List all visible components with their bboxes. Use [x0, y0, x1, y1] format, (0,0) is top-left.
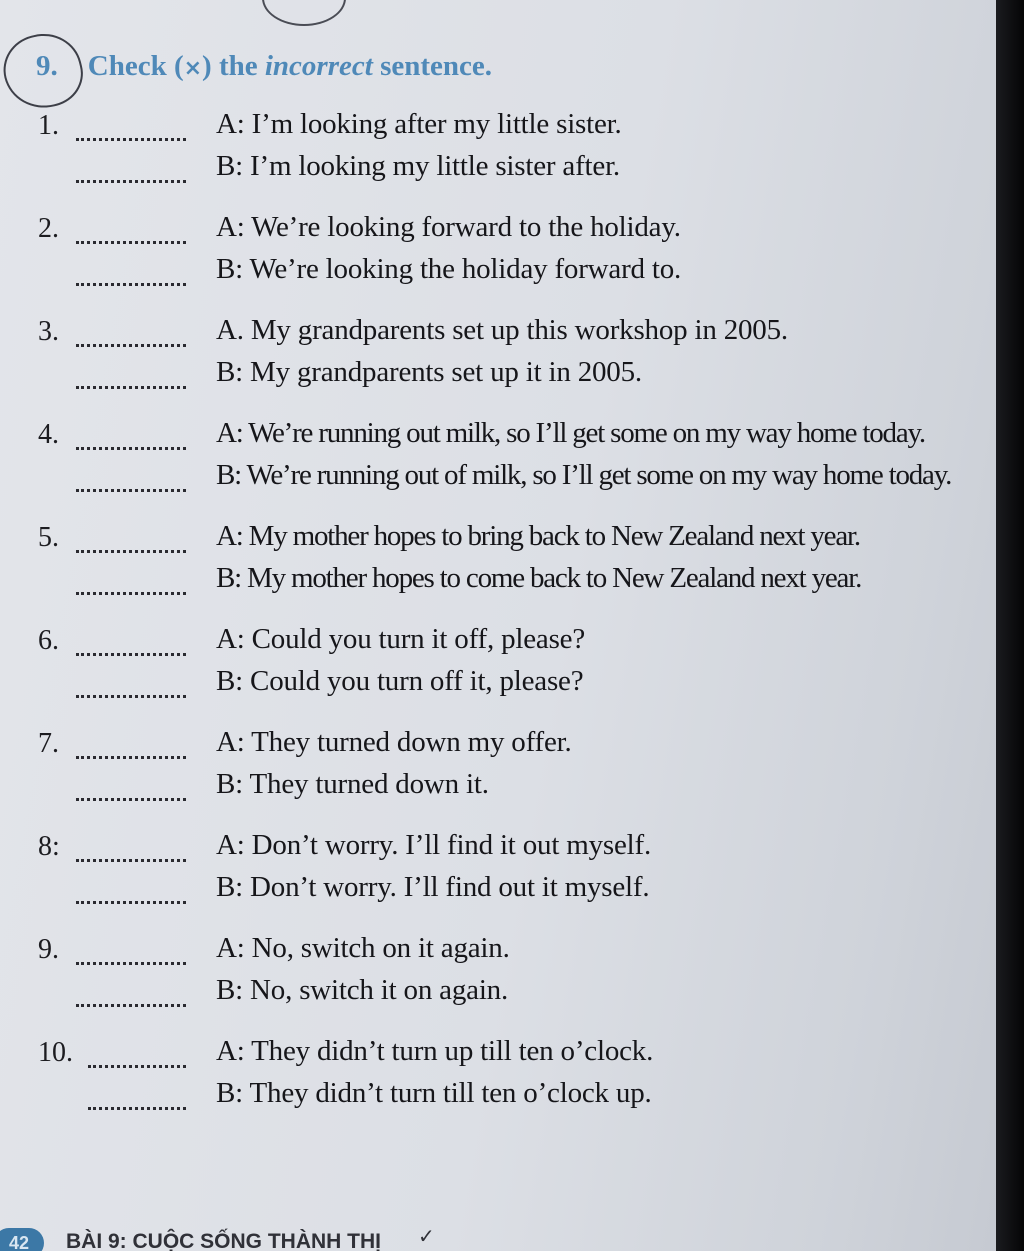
answer-blank[interactable]: [76, 580, 186, 595]
item-line-b: [0, 768, 996, 808]
item-line-a: [0, 520, 996, 560]
item-line-a: [0, 417, 996, 457]
item-number: 10.: [38, 1037, 73, 1068]
exercise-item-2: [0, 211, 996, 314]
item-number: 4.: [38, 419, 59, 450]
sentence-a: A: We’re running out milk, so I’ll get some on my way home today.: [216, 417, 925, 449]
answer-blank[interactable]: [76, 992, 186, 1007]
page-number-badge: 42: [0, 1228, 44, 1251]
pen-stroke-mark: [262, 0, 346, 26]
heading-text-middle: ) the: [202, 50, 265, 82]
sentence-a: A: We’re looking forward to the holiday.: [216, 211, 681, 243]
item-number: 6.: [38, 625, 59, 656]
answer-blank[interactable]: [76, 538, 186, 553]
exercise-item-1: [0, 108, 996, 211]
item-number: 3.: [38, 316, 59, 347]
sentence-a: A: They didn’t turn up till ten o’clock.: [216, 1035, 654, 1067]
handwritten-tick-icon: ✓: [418, 1226, 435, 1248]
page-edge-shadow: [996, 0, 1024, 1251]
answer-blank[interactable]: [76, 435, 186, 450]
item-line-b: [0, 459, 996, 499]
heading-italic-word: incorrect: [264, 50, 373, 82]
answer-blank[interactable]: [76, 271, 186, 286]
exercise-heading: [36, 50, 492, 83]
exercise-item-9: [0, 932, 996, 1035]
sentence-a: A: My mother hopes to bring back to New Zealand next year.: [216, 520, 860, 552]
exercise-item-6: [0, 623, 996, 726]
answer-blank[interactable]: [76, 889, 186, 904]
answer-blank[interactable]: [76, 786, 186, 801]
item-number: 5.: [38, 522, 59, 553]
item-line-b: [0, 665, 996, 705]
sentence-b: B: We’re running out of milk, so I’ll get some on my way home today.: [216, 459, 952, 491]
item-line-a: [0, 829, 996, 869]
item-line-a: [0, 1035, 996, 1075]
heading-text-end: sentence.: [372, 50, 492, 82]
exercise-items: [0, 108, 996, 1138]
item-line-a: [0, 314, 996, 354]
cross-mark-icon: ×: [183, 56, 203, 81]
item-number: 9.: [38, 934, 59, 965]
item-number: 1.: [38, 110, 59, 141]
item-line-b: [0, 253, 996, 293]
sentence-b: B: I’m looking my little sister after.: [216, 150, 620, 182]
answer-blank[interactable]: [76, 374, 186, 389]
sentence-a: A. My grandparents set up this workshop in 2005.: [216, 314, 788, 346]
unit-title: BÀI 9: CUỘC SỐNG THÀNH THỊ: [66, 1230, 381, 1251]
answer-blank[interactable]: [76, 168, 186, 183]
sentence-a: A: No, switch on it again.: [216, 932, 510, 964]
sentence-b: B: We’re looking the holiday forward to.: [216, 253, 682, 285]
sentence-b: B: They didn’t turn till ten o’clock up.: [216, 1077, 652, 1109]
item-line-b: [0, 1077, 996, 1117]
exercise-item-5: [0, 520, 996, 623]
page-footer: [0, 1222, 996, 1251]
sentence-a: A: I’m looking after my little sister.: [216, 108, 622, 140]
item-line-a: [0, 932, 996, 972]
answer-blank[interactable]: [76, 683, 186, 698]
answer-blank[interactable]: [76, 332, 186, 347]
sentence-a: A: Could you turn it off, please?: [216, 623, 585, 655]
item-line-b: [0, 871, 996, 911]
answer-blank[interactable]: [76, 744, 186, 759]
item-number: 8:: [38, 831, 60, 862]
exercise-item-10: [0, 1035, 996, 1138]
sentence-a: A: Don’t worry. I’ll find it out myself.: [216, 829, 652, 861]
item-line-a: [0, 623, 996, 663]
sentence-b: B: Don’t worry. I’ll find out it myself.: [216, 871, 650, 903]
sentence-b: B: No, switch it on again.: [216, 974, 509, 1006]
sentence-b: B: My grandparents set up it in 2005.: [216, 356, 642, 388]
exercise-item-3: [0, 314, 996, 417]
sentence-b: B: They turned down it.: [216, 768, 489, 800]
item-line-b: [0, 974, 996, 1014]
answer-blank[interactable]: [88, 1095, 186, 1110]
exercise-number: 9.: [36, 50, 58, 82]
answer-blank[interactable]: [76, 950, 186, 965]
item-line-a: [0, 108, 996, 148]
answer-blank[interactable]: [76, 477, 186, 492]
answer-blank[interactable]: [76, 229, 186, 244]
exercise-item-4: [0, 417, 996, 520]
answer-blank[interactable]: [88, 1053, 186, 1068]
answer-blank[interactable]: [76, 126, 186, 141]
item-line-b: [0, 150, 996, 190]
item-line-b: [0, 562, 996, 602]
item-number: 7.: [38, 728, 59, 759]
answer-blank[interactable]: [76, 641, 186, 656]
sentence-b: B: My mother hopes to come back to New Zealand next year.: [216, 562, 862, 594]
exercise-item-7: [0, 726, 996, 829]
item-line-a: [0, 211, 996, 251]
sentence-b: B: Could you turn off it, please?: [216, 665, 584, 697]
item-line-b: [0, 356, 996, 396]
answer-blank[interactable]: [76, 847, 186, 862]
exercise-item-8: [0, 829, 996, 932]
item-number: 2.: [38, 213, 59, 244]
sentence-a: A: They turned down my offer.: [216, 726, 572, 758]
heading-text-start: Check (: [87, 50, 184, 82]
item-line-a: [0, 726, 996, 766]
